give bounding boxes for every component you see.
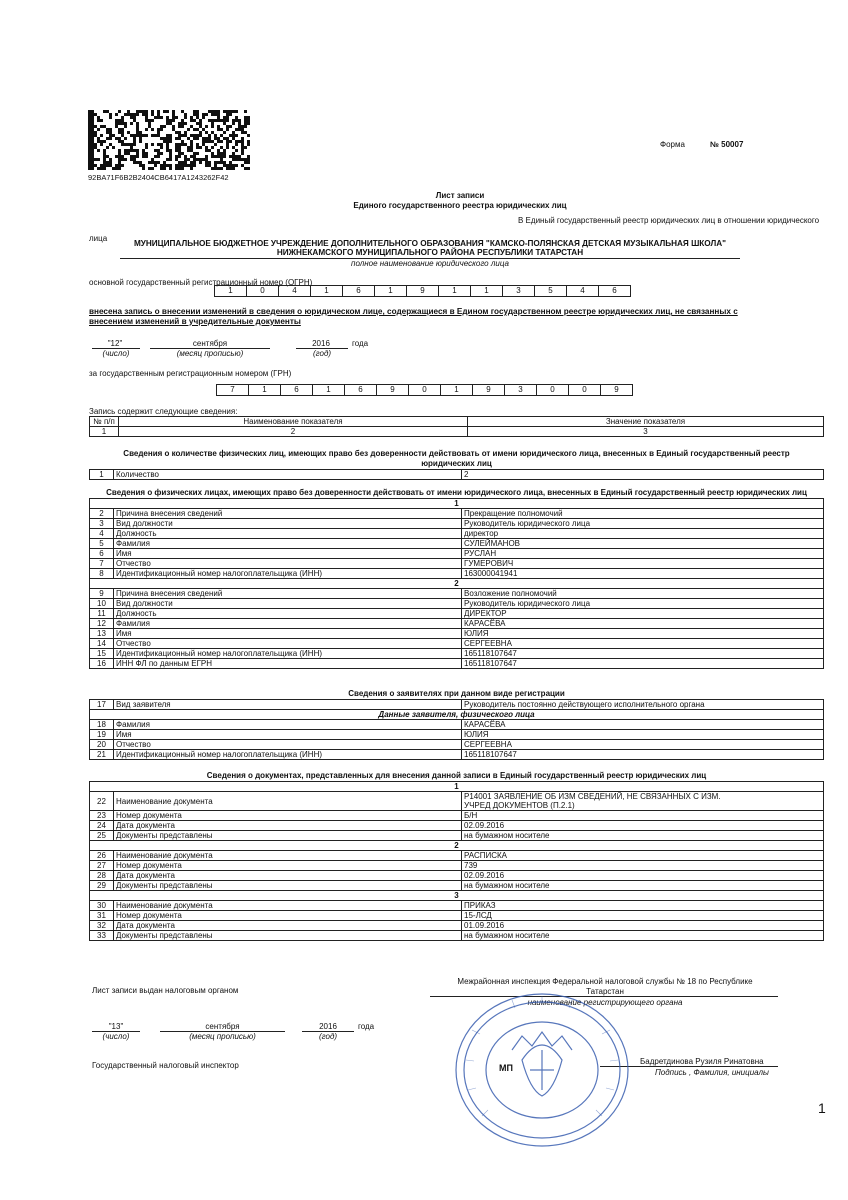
table-row [90,921,824,931]
date2-month-caption: (месяц прописью) [189,1032,256,1041]
table-row [90,609,824,619]
section2-group2 [90,579,824,589]
row-number: 7 [90,559,114,569]
header-n3: 3 [468,427,824,437]
signature-caption: Подпись , Фамилия, инициалы [655,1068,769,1077]
row-name: Вид должности [114,519,462,529]
authority-caption: наименование регистрирующего органа [527,998,683,1007]
row-value: КАРАСЁВА [462,720,824,730]
row-number: 22 [90,792,114,811]
form-number: № 50007 [710,140,744,149]
issued-label: Лист записи выдан налоговым органом [92,986,239,995]
header-col2: Наименование показателя [119,417,468,427]
row-value: 15-ЛСД [462,911,824,921]
page-number: 1 [818,1100,826,1116]
table-row [90,730,824,740]
row-number: 10 [90,599,114,609]
entity-name-line2: НИЖНЕКАМСКОГО МУНИЦИПАЛЬНОГО РАЙОНА РЕСПУБЛИКИ ТАТАРСТАН [276,248,584,257]
grn-digit: 0 [408,384,441,396]
form-label: Форма [660,140,685,149]
ogrn-label: основной государственный регистрационный номер (ОГРН) [89,278,313,287]
row-name: Количество [114,470,462,480]
table-row [90,509,824,519]
record-line1: внесена запись о внесении изменений в сведения о юридическом лице, содержащиеся в Едином государственном реестре юридических лиц, не связанных с [89,307,738,316]
ogrn-digit: 9 [406,285,439,297]
date1-month-caption: (месяц прописью) [176,349,244,358]
table-row [90,901,824,911]
grn-digit: 6 [344,384,377,396]
row-name: Причина внесения сведений [114,589,462,599]
date2-month: сентября [205,1022,240,1031]
entity-prefix: лица [89,234,108,243]
row-value: СЕРГЕЕВНА [462,740,824,750]
section1-title-line1: Сведения о количестве физических лиц, имеющих право без доверенности действовать от имени юридического лица, внесенных в Единый государственный реестр [123,449,790,458]
row-name: Отчество [114,559,462,569]
table-row [90,470,824,480]
row-name: Отчество [114,740,462,750]
row-value: Руководитель юридического лица [462,519,824,529]
ogrn-digit: 1 [214,285,247,297]
header-col1: № п/п [90,417,119,427]
row-number: 26 [90,851,114,861]
ogrn-digit: 1 [310,285,343,297]
row-value-line1: Р14001 ЗАЯВЛЕНИЕ ОБ ИЗМ СВЕДЕНИЙ, НЕ СВЯЗАННЫХ С ИЗМ. [464,792,721,801]
row-name: Идентификационный номер налогоплательщика (ИНН) [114,750,462,760]
ogrn-digit: 1 [470,285,503,297]
row-number: 12 [90,619,114,629]
date1-day-caption: (число) [102,349,130,358]
grn-digit: 9 [376,384,409,396]
table-row [90,569,824,579]
table-row [90,720,824,730]
ogrn-digit: 0 [246,285,279,297]
row-value: Прекращение полномочий [462,509,824,519]
row-number: 21 [90,750,114,760]
table-row [90,740,824,750]
header-n2: 2 [119,427,468,437]
grn-digit: 0 [568,384,601,396]
ogrn-digit: 1 [374,285,407,297]
section2-title: Сведения о физических лицах, имеющих право без доверенности действовать от имени юридического лица, внесенных в Единый государственный реестр юридических лиц [106,488,807,497]
row-number: 32 [90,921,114,931]
row-number: 4 [90,529,114,539]
row-name: Наименование документа [114,792,462,811]
table-row [90,811,824,821]
row-number: 9 [90,589,114,599]
row-value: 165118107647 [462,649,824,659]
table-row [90,539,824,549]
row-value: РАСПИСКА [462,851,824,861]
row-name: Фамилия [114,619,462,629]
row-number: 18 [90,720,114,730]
date2-year-caption: (год) [318,1032,338,1041]
section4-group2-label: 2 [90,841,824,851]
row-number: 23 [90,811,114,821]
row-number: 30 [90,901,114,911]
ogrn-digit: 4 [566,285,599,297]
row-name: Дата документа [114,821,462,831]
row-name: Должность [114,609,462,619]
table-row [90,649,824,659]
row-number: 25 [90,831,114,841]
record-line2: внесением изменений в учредительные документы [89,317,301,326]
section2-table [89,498,824,669]
authority-line2: Татарстан [586,987,624,996]
row-value: Руководитель юридического лица [462,599,824,609]
barcode [88,110,250,170]
entity-caption: полное наименование юридического лица [351,259,509,268]
table-row [90,750,824,760]
table-row [90,549,824,559]
row-name: Номер документа [114,861,462,871]
row-name: Наименование документа [114,851,462,861]
table-row [90,831,824,841]
row-number: 27 [90,861,114,871]
row-number: 29 [90,881,114,891]
table-row [90,700,824,710]
table-row [90,559,824,569]
row-number: 8 [90,569,114,579]
table-row [90,861,824,871]
authority-line1: Межрайонная инспекция Федеральной налоговой службы № 18 по Республике [457,977,753,986]
date2-suffix: года [358,1022,375,1031]
row-value: ПРИКАЗ [462,901,824,911]
table-row [90,629,824,639]
row-value: на бумажном носителе [462,881,824,891]
row-name: Причина внесения сведений [114,509,462,519]
row-value: ДИРЕКТОР [462,609,824,619]
section4-title: Сведения о документах, представленных для внесения данной записи в Единый государственный реестр юридических лиц [206,771,707,780]
row-number: 1 [90,470,114,480]
table-row [90,931,824,941]
date1-year: 2016 [312,339,330,348]
table-row [90,792,824,811]
row-value: ГУМЕРОВИЧ [462,559,824,569]
row-name: Вид заявителя [114,700,462,710]
header-n1: 1 [90,427,119,437]
grn-digit: 9 [472,384,505,396]
table-row [90,519,824,529]
row-value: на бумажном носителе [462,931,824,941]
row-value: Руководитель постоянно действующего исполнительного органа [462,700,824,710]
section4-group3 [90,891,824,901]
date2-day-caption: (число) [102,1032,130,1041]
row-value: СУЛЕЙМАНОВ [462,539,824,549]
table-row [90,881,824,891]
grn-digit: 0 [536,384,569,396]
table-row [90,599,824,609]
row-number: 5 [90,539,114,549]
row-number: 20 [90,740,114,750]
date1-suffix: года [352,339,369,348]
row-value: 165118107647 [462,659,824,669]
row-name: Дата документа [114,921,462,931]
row-value: ЮЛИЯ [462,730,824,740]
row-number: 33 [90,931,114,941]
table-row [90,619,824,629]
grn-digit: 1 [248,384,281,396]
entity-name-line1: МУНИЦИПАЛЬНОЕ БЮДЖЕТНОЕ УЧРЕЖДЕНИЕ ДОПОЛНИТЕЛЬНОГО ОБРАЗОВАНИЯ "КАМСКО-ПОЛЯНСКАЯ ДЕТСКАЯ МУЗЫКАЛЬНАЯ ШКОЛА" [133,239,727,248]
section4-group3-label: 3 [90,891,824,901]
contains-label: Запись содержит следующие сведения: [89,407,238,416]
section1-table [89,469,824,480]
header-table [89,416,824,437]
ogrn-digit: 6 [342,285,375,297]
section3-subtitle [90,710,824,720]
row-value [462,792,824,811]
row-value: 01.09.2016 [462,921,824,931]
row-number: 19 [90,730,114,740]
row-name: ИНН ФЛ по данным ЕГРН [114,659,462,669]
section3-title: Сведения о заявителях при данном виде регистрации [348,689,565,698]
grn-digit: 7 [216,384,249,396]
grn-digit: 1 [440,384,473,396]
row-name: Имя [114,549,462,559]
row-value: 02.09.2016 [462,821,824,831]
row-name: Имя [114,730,462,740]
table-row [90,659,824,669]
seal-graphic [452,990,632,1150]
row-value-line2: УЧРЕД ДОКУМЕНТОВ (П.2.1) [464,801,575,810]
section2-group1-label: 1 [90,499,824,509]
ogrn-digit: 5 [534,285,567,297]
row-number: 6 [90,549,114,559]
row-number: 13 [90,629,114,639]
row-name: Номер документа [114,811,462,821]
date2-year: 2016 [319,1022,337,1031]
row-value: 739 [462,861,824,871]
row-name: Фамилия [114,720,462,730]
date1-day: "12" [107,339,123,348]
row-number: 15 [90,649,114,659]
grn-boxes [217,384,633,396]
table-row [90,529,824,539]
row-name: Наименование документа [114,901,462,911]
row-number: 11 [90,609,114,619]
row-number: 31 [90,911,114,921]
date1-month: сентября [192,339,228,348]
row-value: 165118107647 [462,750,824,760]
row-value: директор [462,529,824,539]
row-number: 2 [90,509,114,519]
table-row [90,639,824,649]
section1-title-line2: юридических лиц [421,459,492,468]
row-number: 14 [90,639,114,649]
row-number: 3 [90,519,114,529]
inspector-name: Бадретдинова Рузиля Ринатовна [640,1057,764,1066]
section4-table [89,781,824,941]
row-value: КАРАСЁВА [462,619,824,629]
grn-digit: 3 [504,384,537,396]
date1-year-caption: (год) [312,349,332,358]
section2-group1 [90,499,824,509]
row-name: Имя [114,629,462,639]
ogrn-digit: 1 [438,285,471,297]
row-name: Дата документа [114,871,462,881]
intro-text: В Единый государственный реестр юридических лиц в отношении юридического [518,216,820,225]
row-value: Возложение полномочий [462,589,824,599]
row-number: 24 [90,821,114,831]
header-col3: Значение показателя [468,417,824,427]
row-value: 2 [462,470,824,480]
row-value: ЮЛИЯ [462,629,824,639]
row-name: Номер документа [114,911,462,921]
ogrn-digit: 3 [502,285,535,297]
seal-stamp [452,990,632,1150]
row-name: Идентификационный номер налогоплательщика (ИНН) [114,649,462,659]
grn-label: за государственным регистрационным номером (ГРН) [89,369,292,378]
table-row [90,589,824,599]
section4-group2 [90,841,824,851]
stamp-label: МП [499,1063,513,1073]
row-number: 17 [90,700,114,710]
ogrn-digit: 4 [278,285,311,297]
row-name: Идентификационный номер налогоплательщика (ИНН) [114,569,462,579]
row-name: Отчество [114,639,462,649]
barcode-graphic [88,110,250,170]
table-row [90,851,824,861]
header-row [90,417,824,427]
ogrn-boxes [215,285,631,297]
table-row [90,821,824,831]
row-number: 16 [90,659,114,669]
section4-group1 [90,782,824,792]
row-value: 163000041941 [462,569,824,579]
grn-digit: 1 [312,384,345,396]
row-name: Документы представлены [114,881,462,891]
row-number: 28 [90,871,114,881]
grn-digit: 9 [600,384,633,396]
table-row [90,871,824,881]
row-name: Документы представлены [114,931,462,941]
title-line1: Лист записи [435,191,485,200]
section3-subtitle-label: Данные заявителя, физического лица [90,710,824,720]
grn-digit: 6 [280,384,313,396]
section2-group2-label: 2 [90,579,824,589]
header-index-row [90,427,824,437]
section4-group1-label: 1 [90,782,824,792]
ogrn-digit: 6 [598,285,631,297]
title-line2: Единого государственного реестра юридических лиц [353,201,567,210]
row-value: РУСЛАН [462,549,824,559]
inspector-label: Государственный налоговый инспектор [92,1061,239,1070]
row-value: Б/Н [462,811,824,821]
row-name: Вид должности [114,599,462,609]
row-value: на бумажном носителе [462,831,824,841]
row-name: Документы представлены [114,831,462,841]
row-value: 02.09.2016 [462,871,824,881]
date2-day: "13" [108,1022,124,1031]
row-value: СЕРГЕЕВНА [462,639,824,649]
section3-table [89,699,824,760]
barcode-text: 92BA71F6B2B2404CB6417A1243262F42 [88,173,229,182]
row-name: Фамилия [114,539,462,549]
row-name: Должность [114,529,462,539]
table-row [90,911,824,921]
